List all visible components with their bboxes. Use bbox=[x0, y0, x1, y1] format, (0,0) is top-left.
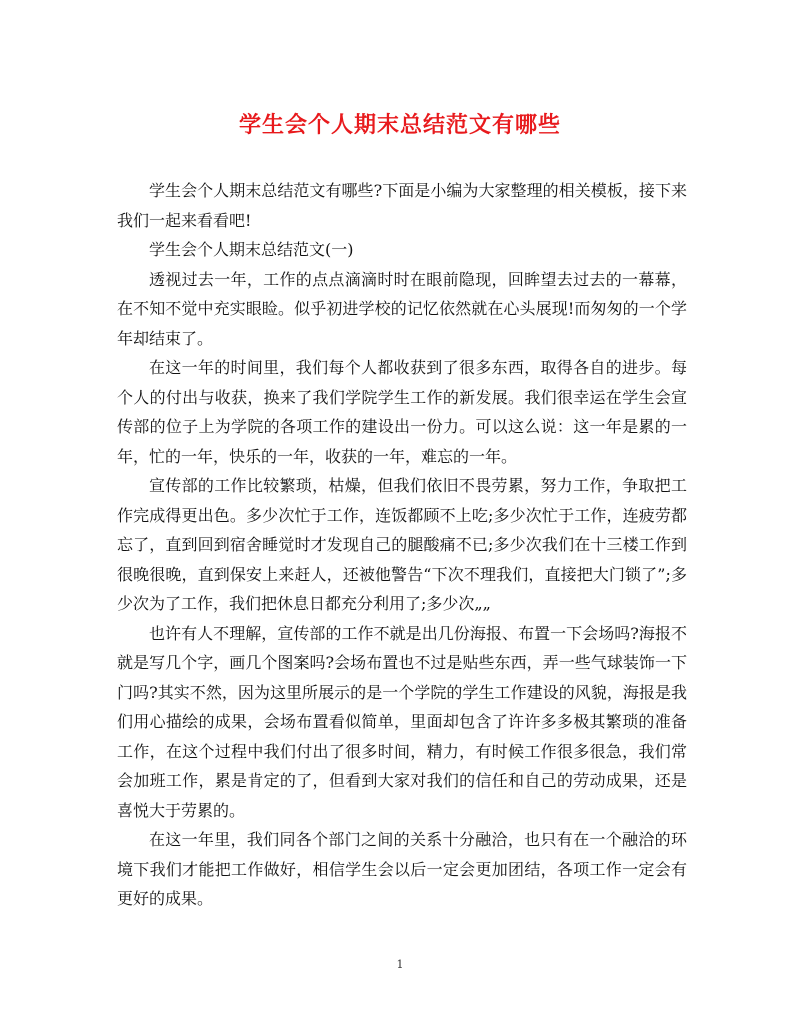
paragraph: 在这一年的时间里，我们每个人都收获到了很多东西，取得各自的进步。每个人的付出与收获，换来了我们学院学生工作的新发展。我们很幸运在学生会宣传部的位子上为学院的各项工作的建设出一份力。可以这么说：这一年是累的一年，忙的一年，快乐的一年，收获的一年，难忘的一年。 bbox=[117, 358, 687, 466]
paragraph: 宣传部的工作比较繁琐，枯燥，但我们依旧不畏劳累，努力工作，争取把工作完成得更出色。多少次忙于工作，连饭都顾不上吃;多少次忙于工作，连疲劳都忘了，直到回到宿舍睡觉时才发现自己的腿酸痛不已;多少次我们在十三楼工作到很晚很晚，直到保安上来赶人，还被他警告“下次不理我们，直接把大门锁了”;多少次为了工作，我们把休息日都充分利用了;多少次„„ bbox=[117, 476, 687, 613]
paragraph: 在这一年里，我们同各个部门之间的关系十分融洽，也只有在一个融洽的环境下我们才能把工作做好，相信学生会以后一定会更加团结，各项工作一定会有更好的成果。 bbox=[117, 830, 687, 908]
section-heading: 学生会个人期末总结范文(一) bbox=[149, 240, 354, 259]
paragraph: 也许有人不理解，宣传部的工作不就是出几份海报、布置一下会场吗?海报不就是写几个字，画几个图案吗?会场布置也不过是贴些东西，弄一些气球装饰一下门吗?其实不然，因为这里所展示的是一个学院的学生工作建设的风貌，海报是我们用心描绘的成果，会场布置看似简单，里面却包含了许许多多极其繁琐的准备工作，在这个过程中我们付出了很多时间，精力，有时候工作很多很急，我们常会加班工作，累是肯定的了，但看到大家对我们的信任和自己的劳动成果，还是喜悦大于劳累的。 bbox=[117, 623, 687, 820]
document-title: 学生会个人期末总结范文有哪些 bbox=[238, 113, 561, 138]
paragraph: 透视过去一年，工作的点点滴滴时时在眼前隐现，回眸望去过去的一幕幕，在不知不觉中充实眼睑。似乎初进学校的记忆依然就在心头展现!而匆匆的一个学年却结束了。 bbox=[117, 269, 687, 348]
page-number: 1 bbox=[396, 958, 404, 971]
document-body bbox=[117, 176, 687, 914]
paragraph-intro: 学生会个人期末总结范文有哪些?下面是小编为大家整理的相关模板，接下来我们一起来看看吧! bbox=[117, 181, 687, 230]
